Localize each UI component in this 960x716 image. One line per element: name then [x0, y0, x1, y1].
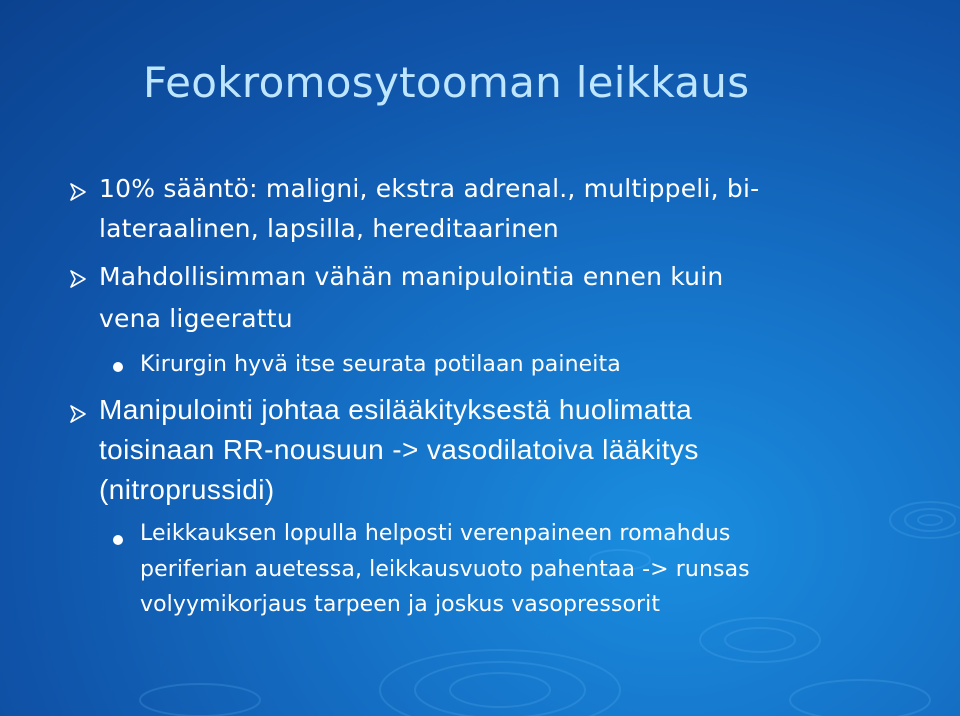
arrow-bullet-icon: [70, 405, 86, 423]
bullet-3-line-3: (nitroprussidi): [99, 474, 275, 505]
dot-bullet-icon: [113, 535, 123, 545]
slide-title: Feokromosytooman leikkaus: [143, 58, 750, 107]
bullet-2-line-2: vena ligeerattu: [99, 304, 293, 333]
arrow-bullet-icon: [70, 270, 86, 288]
bullet-1-line-1: 10% sääntö: maligni, ekstra adrenal., multippeli, bi-: [99, 174, 760, 203]
sub-bullet-2-line-2: periferian auetessa, leikkausvuoto pahentaa -> runsas: [140, 557, 750, 582]
bullet-3-line-2: toisinaan RR-nousuun -> vasodilatoiva lääkitys: [99, 434, 699, 465]
sub-bullet-1-line-1: Kirurgin hyvä itse seurata potilaan paineita: [140, 352, 621, 377]
sub-bullet-2-line-3: volyymikorjaus tarpeen ja joskus vasopressorit: [140, 592, 661, 617]
sub-bullet-2-line-1: Leikkauksen lopulla helposti verenpaineen romahdus: [140, 521, 731, 546]
bullet-3-line-1: Manipulointi johtaa esilääkityksestä huolimatta: [99, 394, 693, 425]
bullet-2-line-1: Mahdollisimman vähän manipulointia ennen kuin: [99, 262, 724, 291]
arrow-bullet-icon: [70, 183, 86, 201]
bullet-1-line-2: lateraalinen, lapsilla, hereditaarinen: [99, 214, 559, 243]
dot-bullet-icon: [113, 362, 123, 372]
